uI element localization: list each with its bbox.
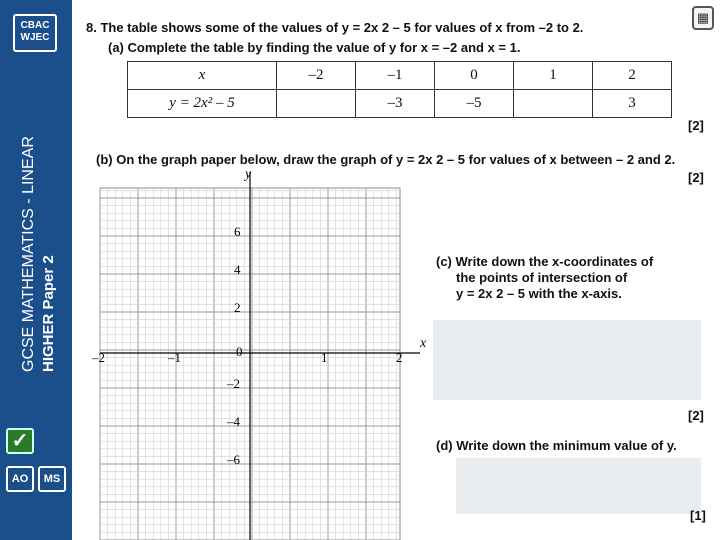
part-c-line: y = 2x 2 – 5 with the x-axis. bbox=[456, 286, 622, 301]
table-cell: –2 bbox=[277, 62, 356, 90]
part-c-marks: [2] bbox=[688, 408, 704, 423]
part-b-marks: [2] bbox=[688, 170, 704, 185]
logo-line-cbac: CBAC bbox=[20, 20, 50, 31]
part-a-marks: [2] bbox=[688, 118, 704, 133]
y-tick-label: –4 bbox=[227, 414, 240, 429]
check-icon[interactable]: ✓ bbox=[6, 428, 34, 454]
question-8-text: 8. The table shows some of the values of y = 2x 2 – 5 for values of x from –2 to 2. bbox=[86, 20, 584, 35]
x-tick-label: –1 bbox=[168, 350, 181, 365]
part-c-answer-box[interactable] bbox=[433, 320, 701, 400]
logo-line-wjec: WJEC bbox=[20, 32, 50, 43]
part-a-text: (a) Complete the table by finding the value of y for x = –2 and x = 1. bbox=[108, 40, 521, 55]
sidebar bbox=[0, 0, 72, 540]
x-tick-label: 0 bbox=[236, 344, 243, 359]
values-table bbox=[127, 61, 672, 118]
y-tick-label: 4 bbox=[234, 262, 241, 277]
part-c-text bbox=[436, 254, 696, 302]
x-tick-label: –2 bbox=[92, 350, 105, 365]
table-cell: 3 bbox=[593, 90, 672, 118]
table-row-header: x bbox=[128, 62, 277, 90]
x-axis-label: x bbox=[420, 336, 427, 351]
table-row bbox=[128, 90, 672, 118]
part-d-marks: [1] bbox=[690, 508, 706, 523]
table-cell: 1 bbox=[514, 62, 593, 90]
part-c-line: the points of intersection of bbox=[456, 270, 628, 285]
x-tick-label: 2 bbox=[396, 350, 403, 365]
part-d-text: (d) Write down the minimum value of y. bbox=[436, 438, 677, 453]
x-tick-label: 1 bbox=[321, 350, 328, 365]
ms-button[interactable]: MS bbox=[38, 466, 66, 492]
table-cell: 2 bbox=[593, 62, 672, 90]
table-cell: –3 bbox=[356, 90, 435, 118]
y-tick-label: –2 bbox=[227, 376, 240, 391]
graph-paper[interactable] bbox=[90, 168, 430, 540]
table-row-header: y = 2x² – 5 bbox=[128, 90, 277, 118]
ao-button[interactable]: AO bbox=[6, 466, 34, 492]
part-b-text: (b) On the graph paper below, draw the graph of y = 2x 2 – 5 for values of x between – 2 and 2. bbox=[96, 152, 676, 167]
y-axis-label: y bbox=[245, 168, 252, 182]
y-tick-label: 2 bbox=[234, 300, 241, 315]
table-cell-answer[interactable] bbox=[514, 90, 593, 118]
paper-title: HIGHER Paper 2 bbox=[40, 255, 57, 372]
table-cell: –1 bbox=[356, 62, 435, 90]
calculator-icon[interactable]: ▦ bbox=[692, 6, 714, 30]
table-cell: 0 bbox=[435, 62, 514, 90]
part-d-answer-box[interactable] bbox=[456, 458, 701, 514]
part-c-line: (c) Write down the x-coordinates of bbox=[436, 254, 654, 269]
table-cell-answer[interactable] bbox=[277, 90, 356, 118]
table-row bbox=[128, 62, 672, 90]
table-cell: –5 bbox=[435, 90, 514, 118]
y-tick-label: 6 bbox=[234, 224, 241, 239]
y-tick-label: –6 bbox=[227, 452, 240, 467]
wjec-logo bbox=[13, 14, 57, 52]
subject-title: GCSE MATHEMATICS - LINEAR bbox=[20, 136, 37, 372]
